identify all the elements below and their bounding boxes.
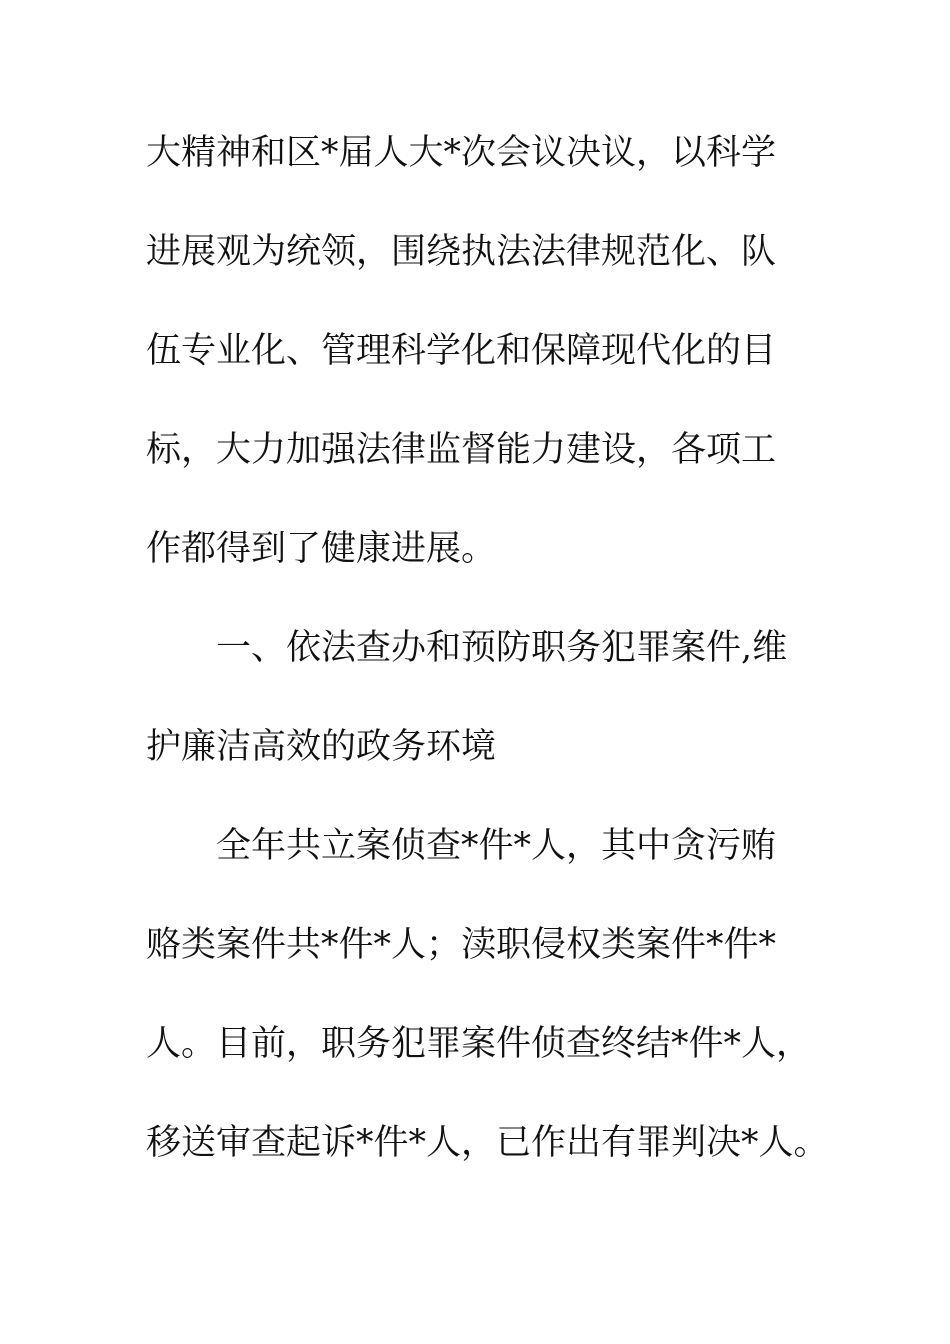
paragraph-line-4: 移送审查起诉*件*人，已作出有罪判决*人。: [146, 1123, 829, 1163]
body-text-line-5: 作都得到了健康进展。: [146, 529, 497, 569]
paragraph-line-3: 人。目前，职务犯罪案件侦查终结*件*人，: [146, 1024, 812, 1064]
section-heading-line-2: 护廉洁高效的政务环境: [146, 727, 497, 767]
section-heading-line-1: 一、依法查办和预防职务犯罪案件,维: [216, 628, 788, 668]
paragraph-line-2: 赂类案件共*件*人；渎职侵权类案件*件*: [146, 925, 777, 965]
body-text-line-3: 伍专业化、管理科学化和保障现代化的目: [146, 331, 777, 371]
body-text-line-4: 标，大力加强法律监督能力建设，各项工: [146, 430, 777, 470]
body-text-line-2: 进展观为统领，围绕执法法律规范化、队: [146, 232, 777, 272]
body-text-line-1: 大精神和区*届人大*次会议决议，以科学: [146, 133, 777, 173]
paragraph-line-1: 全年共立案侦查*件*人，其中贪污贿: [216, 826, 777, 866]
